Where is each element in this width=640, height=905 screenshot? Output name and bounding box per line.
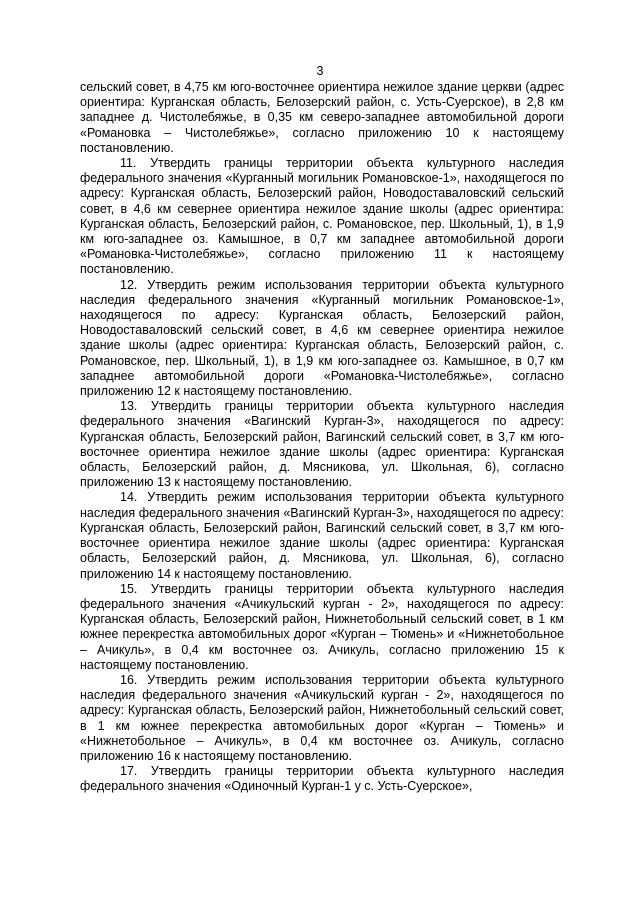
paragraph-item-17: 17. Утвердить границы территории объекта культурного наследия федерального значения «Одиночный Курган-1 у с. Усть-Суерское», bbox=[80, 764, 564, 794]
paragraph-item-11: 11. Утвердить границы территории объекта культурного наследия федерального значения «Курганный могильник Романовское-1», находящегося по адресу: Курганская область, Белозерский район, Новодоставаловский сельский совет, в 4,6 км севернее ориентира нежилое здание школы (адрес ориентира: Курганская область, Белозерский район, с. Романовское, пер. Школьный, 1), в 1,9 км юго-западнее оз. Камышное, в 0,7 км западнее автомобильной дороги «Романовка-Чистолебяжье», согласно приложению 11 к настоящему постановлению. bbox=[80, 156, 564, 277]
paragraph-continuation: сельский совет, в 4,75 км юго-восточнее ориентира нежилое здание церкви (адрес ориентира: Курганская область, Белозерский район, с. Усть-Суерское), в 2,8 км западнее д. Чистолебяжье, в 0,35 км северо-западнее автомобильной дороги «Романовка – Чистолебяжье», согласно приложению 10 к настоящему постановлению. bbox=[80, 80, 564, 155]
page-number: 3 bbox=[316, 64, 324, 78]
paragraph-item-15: 15. Утвердить границы территории объекта культурного наследия федерального значения «Ачикульский курган - 2», находящегося по адресу: Курганская область, Белозерский район, Нижнетобольный сельский совет, в 1 км южнее перекрестка автомобильных дорог «Курган – Тюмень» и «Нижнетобольное – Ачикуль», в 0,4 км восточнее оз. Ачикуль, согласно приложению 15 к настоящему постановлению. bbox=[80, 581, 564, 672]
paragraph-item-16: 16. Утвердить режим использования территории объекта культурного наследия федерального значения «Ачикульский курган - 2», находящегося по адресу: Курганская область, Белозерский район, Нижнетобольный сельский совет, в 1 км южнее перекрестка автомобильных дорог «Курган – Тюмень» и «Нижнетобольное – Ачикуль», в 0,4 км восточнее оз. Ачикуль, согласно приложению 16 к настоящему постановлению. bbox=[80, 672, 564, 763]
paragraph-item-14: 14. Утвердить режим использования территории объекта культурного наследия федерального значения «Вагинский Курган-3», находящегося по адресу: Курганская область, Белозерский район, Вагинский сельский совет, в 3,7 км юго-восточнее ориентира нежилое здание школы (адрес ориентира: Курганская область, Белозерский район, д. Мясникова, ул. Школьная, 6), согласно приложению 14 к настоящему постановлению. bbox=[80, 490, 564, 581]
document-body bbox=[80, 80, 564, 795]
paragraph-item-12: 12. Утвердить режим использования территории объекта культурного наследия федерального значения «Курганный могильник Романовское-1», находящегося по адресу: Курганская область, Белозерский район, Новодоставаловский сельский совет, в 4,6 км севернее ориентира нежилое здание школы (адрес ориентира: Курганская область, Белозерский район, с. Романовское, пер. Школьный, 1), в 1,9 км юго-западнее оз. Камышное, в 0,7 км западнее автомобильной дороги «Романовка-Чистолебяжье», согласно приложению 12 к настоящему постановлению. bbox=[80, 277, 564, 399]
paragraph-item-13: 13. Утвердить границы территории объекта культурного наследия федерального значения «Вагинский Курган-3», находящегося по адресу: Курганская область, Белозерский район, Вагинский сельский совет, в 3,7 км юго-восточнее ориентира нежилое здание школы (адрес ориентира: Курганская область, Белозерский район, д. Мясникова, ул. Школьная, 6), согласно приложению 13 к настоящему постановлению. bbox=[80, 399, 564, 490]
